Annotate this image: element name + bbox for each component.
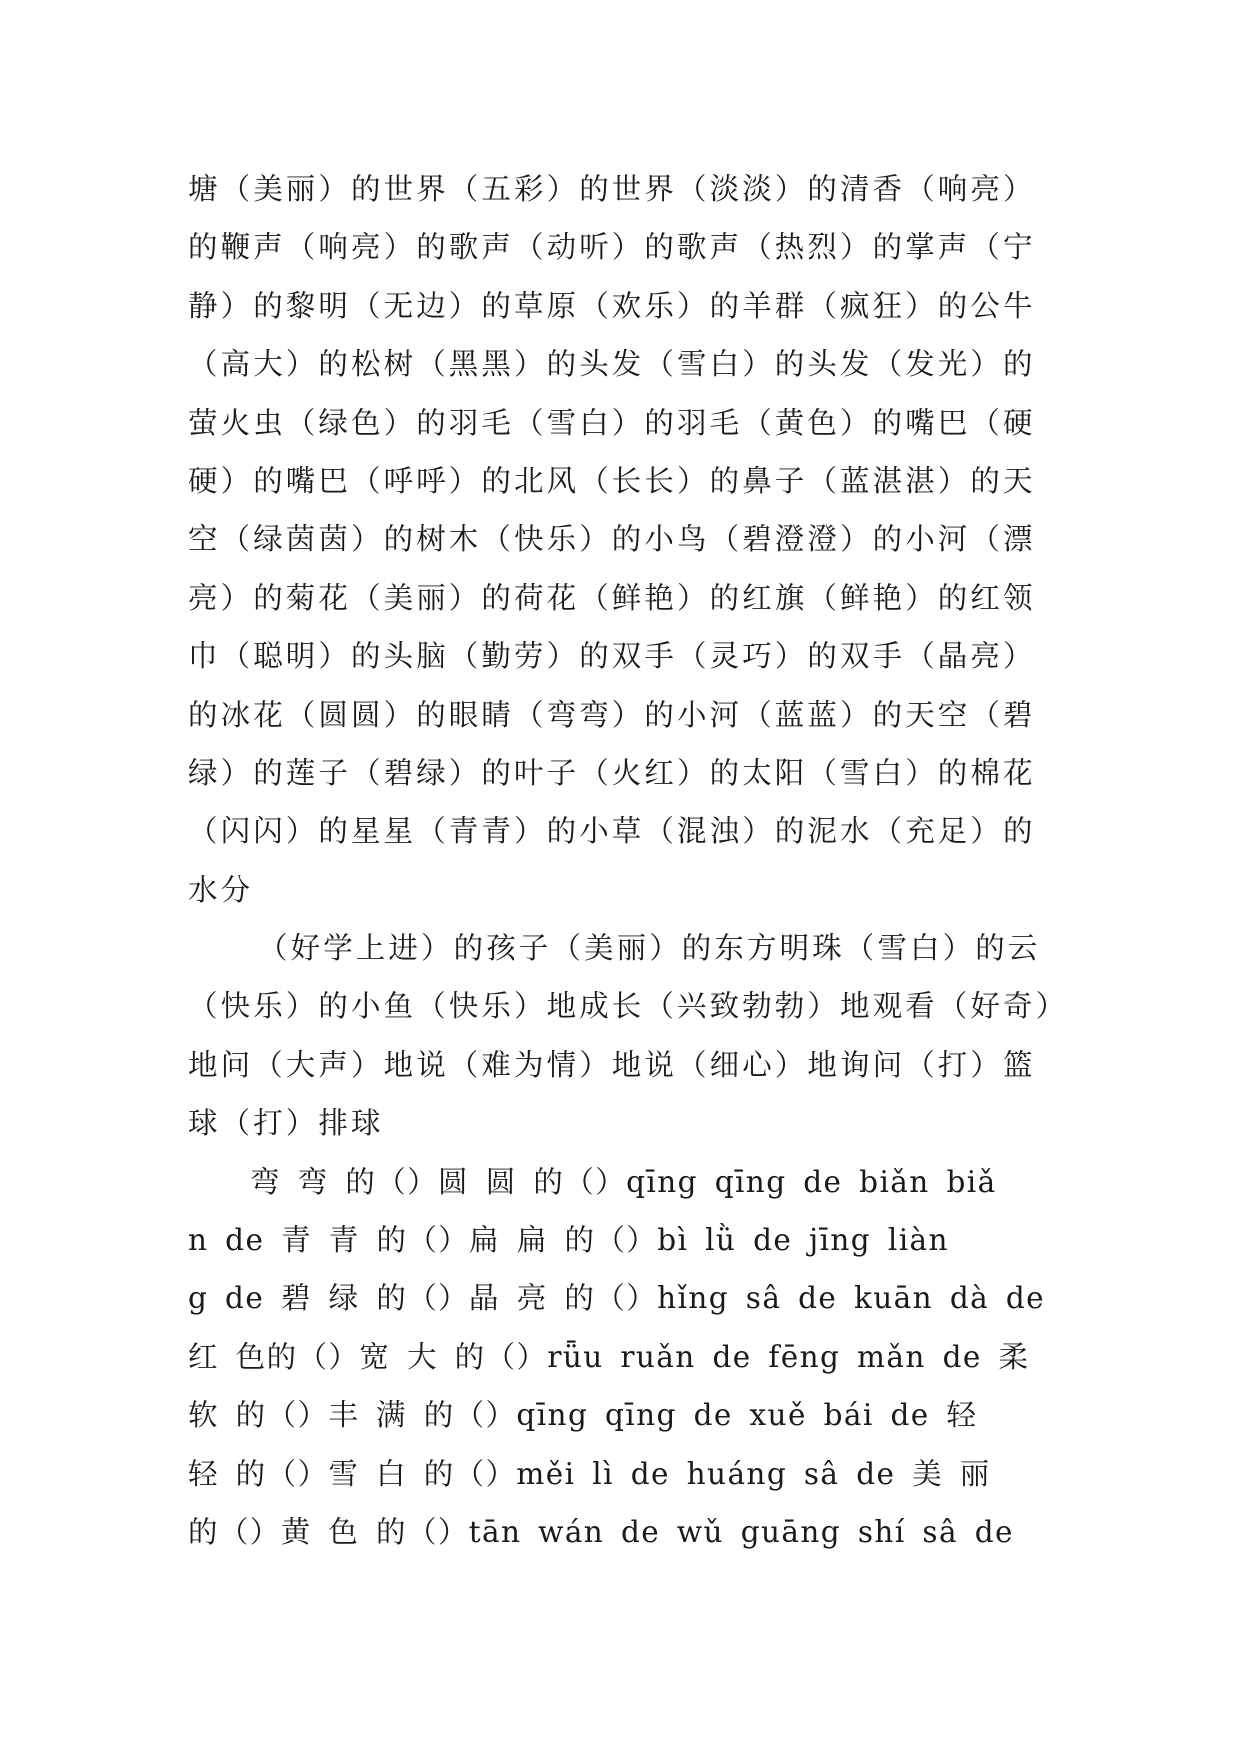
text-line: 球（打）排球 bbox=[188, 1106, 384, 1141]
paragraph-pinyin-exercise bbox=[188, 1153, 1068, 1562]
paragraph-adverb-phrase-list bbox=[188, 919, 1068, 1153]
text-line: 静）的黎明（无边）的草原（欢乐）的羊群（疯狂）的公牛 bbox=[188, 288, 1036, 323]
text-line: 亮）的菊花（美丽）的荷花（鲜艳）的红旗（鲜艳）的红领 bbox=[188, 580, 1036, 615]
text-line: 红 色的（）宽 大 的（）rǖu ruǎn de fēng mǎn de 柔 bbox=[188, 1339, 1030, 1374]
text-line: 空（绿茵茵）的树木（快乐）的小鸟（碧澄澄）的小河（漂 bbox=[188, 522, 1036, 557]
text-line: 硬）的嘴巴（呼呼）的北风（长长）的鼻子（蓝湛湛）的天 bbox=[188, 463, 1036, 498]
text-line: （闪闪）的星星（青青）的小草（混浊）的泥水（充足）的 bbox=[188, 814, 1036, 849]
text-line: 绿）的莲子（碧绿）的叶子（火红）的太阳（雪白）的棉花 bbox=[188, 755, 1036, 790]
text-line: 轻 的（）雪 白 的（）měi lì de huáng sâ de 美 丽 bbox=[188, 1456, 991, 1491]
text-line: 弯 弯 的（）圆 圆 的（）qīng qīng de biǎn biǎ bbox=[250, 1164, 997, 1199]
text-line: 塘（美丽）的世界（五彩）的世界（淡淡）的清香（响亮） bbox=[188, 172, 1036, 206]
text-line: （高大）的松树（黑黑）的头发（雪白）的头发（发光）的 bbox=[188, 347, 1036, 382]
text-line: 软 的（）丰 满 的（）qīng qīng de xuě bái de 轻 bbox=[188, 1398, 978, 1433]
document-body bbox=[188, 160, 1068, 1561]
text-line: 水分 bbox=[188, 872, 254, 907]
text-line: 萤火虫（绿色）的羽毛（雪白）的羽毛（黄色）的嘴巴（硬 bbox=[188, 405, 1036, 440]
text-line: g de 碧 绿 的（）晶 亮 的（）hǐng sâ de kuān dà de bbox=[188, 1281, 1046, 1316]
text-line: 的冰花（圆圆）的眼睛（弯弯）的小河（蓝蓝）的天空（碧 bbox=[188, 697, 1036, 732]
text-line: （快乐）的小鱼（快乐）地成长（兴致勃勃）地观看（好奇） bbox=[188, 989, 1068, 1024]
text-line: n de 青 青 的（）扁 扁 的（）bì lǜ de jīng liàn bbox=[188, 1223, 949, 1258]
text-line: 地问（大声）地说（难为情）地说（细心）地询问（打）篮 bbox=[188, 1047, 1036, 1082]
text-line: 的鞭声（响亮）的歌声（动听）的歌声（热烈）的掌声（宁 bbox=[188, 230, 1036, 265]
text-line: 巾（聪明）的头脑（勤劳）的双手（灵巧）的双手（晶亮） bbox=[188, 639, 1036, 674]
paragraph-adjective-noun-list bbox=[188, 160, 1068, 919]
text-line: 的（）黄 色 的（）tān wán de wǔ guāng shí sâ de bbox=[188, 1514, 1014, 1549]
text-line: （好学上进）的孩子（美丽）的东方明珠（雪白）的云 bbox=[258, 931, 1041, 966]
